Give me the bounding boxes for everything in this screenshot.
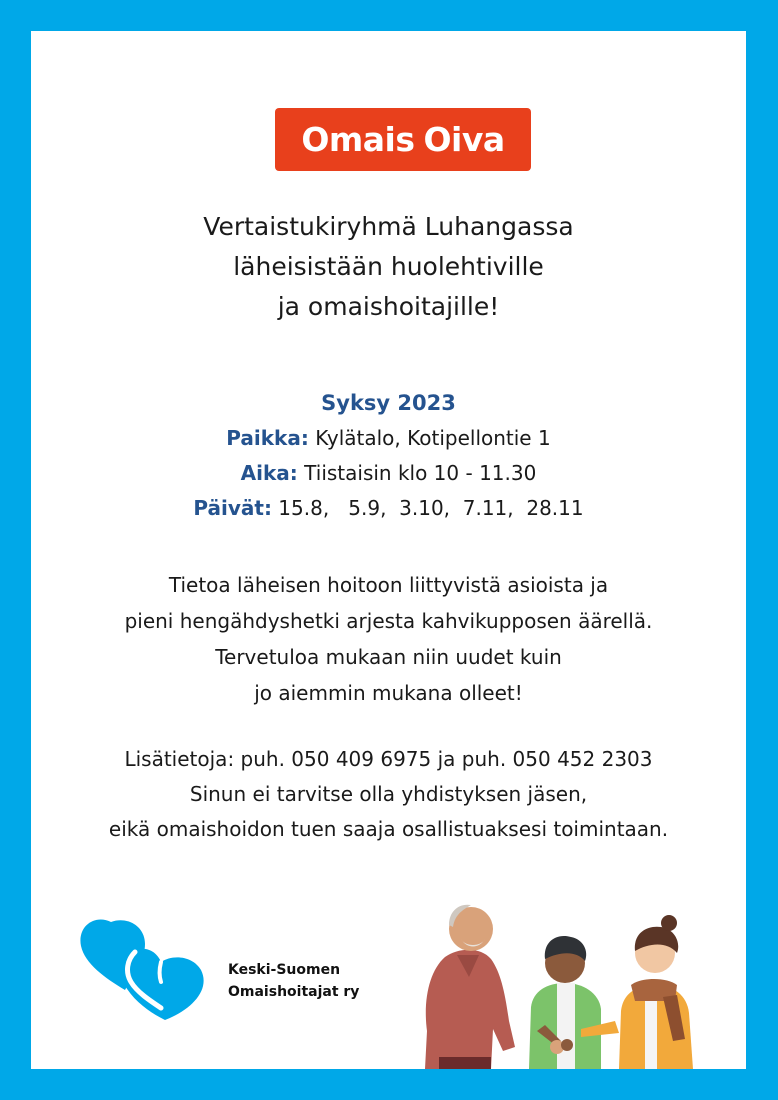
org-name-line-2: Omaishoitajat ry [228, 984, 360, 1000]
contact-line-2: Sinun ei tarvitse olla yhdistyksen jäsen, [189, 782, 588, 806]
contact-line-3: eikä omaishoidon tuen saaja osallistuaksesi toimintaan. [108, 817, 669, 841]
contact-info [31, 742, 746, 847]
event-info [31, 386, 746, 526]
description-line-1: Tietoa läheisen hoitoon liittyvistä asioista ja [168, 573, 609, 597]
flyer-sheet [31, 31, 746, 1069]
two-hearts-icon [77, 916, 217, 1026]
organization-name [228, 959, 359, 1003]
org-name-line-1: Keski-Suomen [228, 962, 341, 978]
place-value: Kylätalo, Kotipellontie 1 [308, 426, 551, 450]
time-row [31, 456, 746, 491]
description-line-2: pieni hengähdyshetki arjesta kahvikupposen äärellä. [124, 609, 653, 633]
place-label: Paikka: [226, 426, 309, 450]
page-title [31, 207, 746, 327]
dates-label: Päivät: [193, 496, 272, 520]
elderly-man-figure [425, 905, 515, 1069]
description [31, 567, 746, 711]
dates-value: 15.8, 5.9, 3.10, 7.11, 28.11 [271, 496, 584, 520]
dates-row [31, 491, 746, 526]
logo-text-part1: Omais [301, 120, 415, 159]
time-label: Aika: [240, 461, 298, 485]
place-row [31, 421, 746, 456]
people-group-illustration [405, 881, 705, 1069]
time-value: Tiistaisin klo 10 - 11.30 [297, 461, 537, 485]
omaisoiva-logo [275, 108, 531, 171]
logo-text-part2: Oiva [423, 120, 505, 159]
title-line-3: ja omaishoitajille! [277, 292, 500, 321]
title-line-2: läheisistään huolehtiville [233, 252, 544, 281]
season-heading: Syksy 2023 [321, 391, 456, 415]
contact-line-1: Lisätietoja: puh. 050 409 6975 ja puh. 050 452 2303 [124, 747, 653, 771]
title-line-1: Vertaistukiryhmä Luhangassa [203, 212, 574, 241]
description-line-4: jo aiemmin mukana olleet! [254, 681, 523, 705]
description-line-3: Tervetuloa mukaan niin uudet kuin [215, 645, 562, 669]
